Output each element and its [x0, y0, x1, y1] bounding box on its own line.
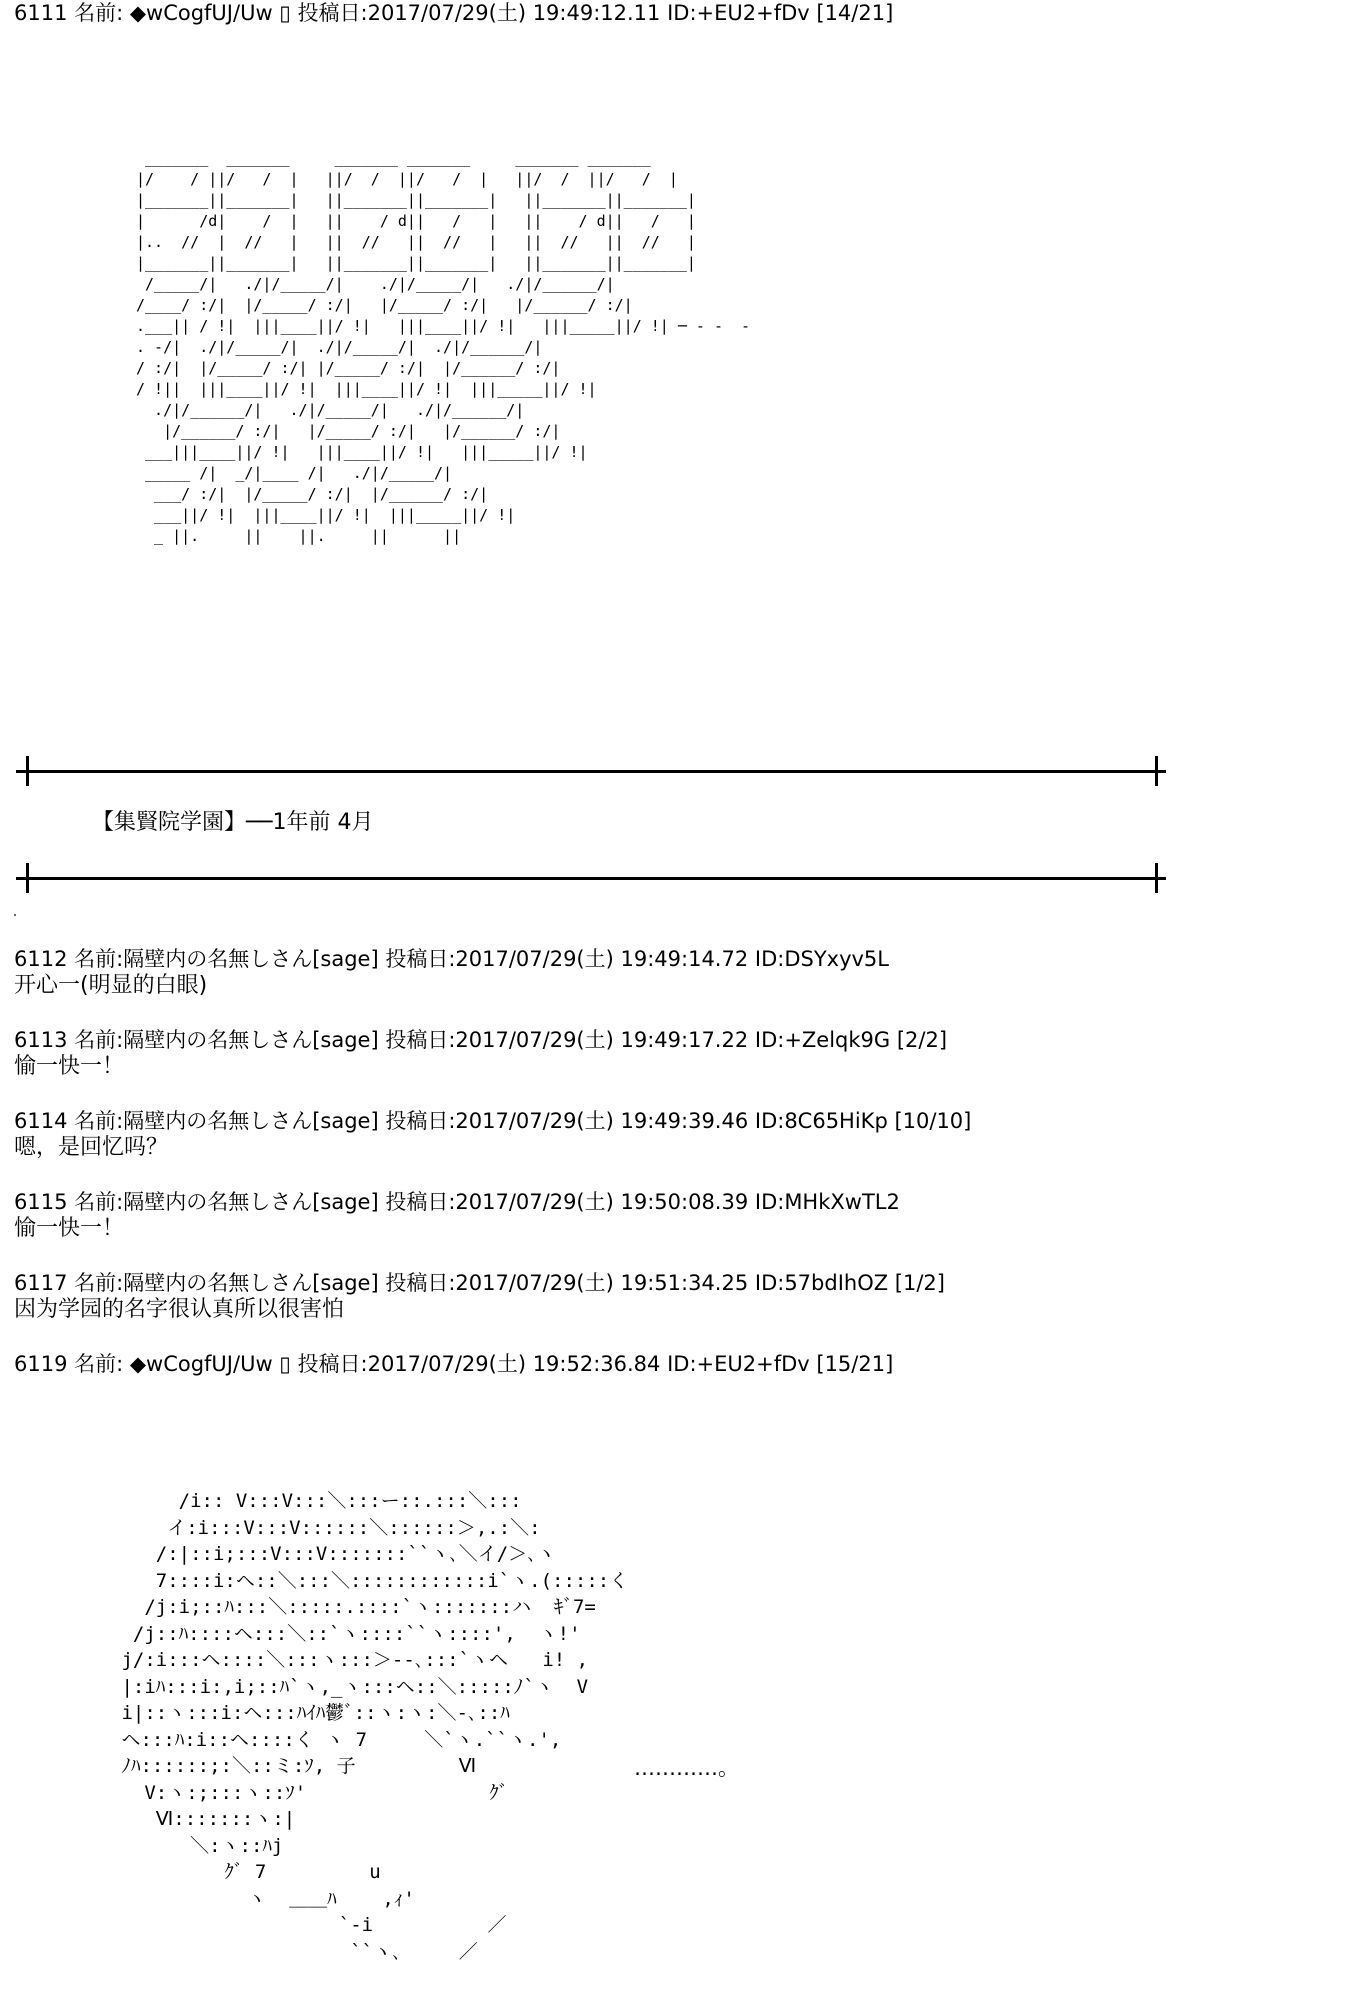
post-header-6111: 6111 名前: ◆wCogfUJ/Uw ▯ 投稿日:2017/07/29(土) 19:49:12.11 ID:+EU2+fDv [14/21]	[14, 1, 894, 25]
post-body-6113: 愉一快一！	[14, 1054, 125, 1079]
post-body-6117: 因为学园的名字很认真所以很害怕	[14, 1297, 345, 1322]
post-header-6115: 6115 名前:隔壁内の名無しさん[sage] 投稿日:2017/07/29(土) 19:50:08.39 ID:MHkXwTL2	[14, 1190, 900, 1214]
ascii-art-character-face: /i:: V:::V:::＼:::ー::.:::＼::: イ:i:::V:::V::::::＼::::::＞,.:＼: /:|::i;:::V:::V:::::::``ヽ､＼イ/＞､ヽ 7::::i:ヘ::＼:::＼::::::::::::i`ヽ.(:::::く /j:i;::ﾊ:::＼:::::.::::`ヽ:::::::ハ ｷﾞ7= /j::ﾊ::::ヘ:::＼::`ヽ::::``ヽ::::', ヽ!' j/:i:::ヘ::::＼:::ヽ:::＞--､:::`ヽヘ i! , |:iﾊ:::i:,i;::ﾊ`ヽ,_ヽ:::ヘ::＼:::::ﾉ`ヽ V i|::ヽ:::i:ヘ:::ﾊｲﾊ鬱ﾞ::ヽ:ヽ:＼-､::ﾊ ヘ:::ﾊ:i::ヘ::::く ヽ 7 ＼`ヽ.``ヽ.', ﾉﾊ::::::;:＼::ミ:ｿ, 子 Ⅵ V:ヽ:;:::ヽ::ｿ' ｸﾞ Ⅵ:::::::ヽ:| ＼:ヽ::ﾊj ｸﾞ 7 u ヽ ＿＿ﾊ ,ｨ' `-i ／ ``ヽ､ ／	[121, 1490, 629, 1963]
scene-divider-bottom	[16, 863, 1166, 893]
stray-dot	[14, 914, 16, 916]
scene-divider-top	[16, 756, 1166, 786]
post-body-6115: 愉一快一！	[14, 1216, 125, 1241]
post-header-6113: 6113 名前:隔壁内の名無しさん[sage] 投稿日:2017/07/29(土) 19:49:17.22 ID:+Zelqk9G [2/2]	[14, 1028, 948, 1052]
ellipsis-text: …………。	[634, 1756, 739, 1780]
post-header-6114: 6114 名前:隔壁内の名無しさん[sage] 投稿日:2017/07/29(土) 19:49:39.46 ID:8C65HiKp [10/10]	[14, 1109, 972, 1133]
post-header-6119: 6119 名前: ◆wCogfUJ/Uw ▯ 投稿日:2017/07/29(土) 19:52:36.84 ID:+EU2+fDv [15/21]	[14, 1352, 894, 1376]
post-body-6112: 开心一(明显的白眼)	[14, 973, 208, 998]
ascii-art-classroom: _______ _______ _______ _______ _______ _______ |/ / ||/ / | ||/ / ||/ / | ||/ / ||/ / | |_______||_______| ||_______||_______| ||_______||_______| | /d| / | || / d|| / | || / d|| / | |.. // | // | || // || // | || // || // | |_______||_______| ||_______||_______| ||_______||_______| /_____/| ./|/_____/| ./|/_____/| ./|/______/| /____/ :/| |/_____/ :/| |/_____/ :/| |/______/ :/| .___|| / !| |||____||/ !| |||____||/ !| |||_____||/ !| ─ - - - . -/| ./|/_____/| ./|/_____/| ./|/______/| / :/| |/_____/ :/| |/_____/ :/| |/______/ :/| / !|| |||____||/ !| |||____||/ !| |||_____||/ !| ./|/______/| ./|/_____/| ./|/______/| |/______/ :/| |/_____/ :/| |/______/ :/| ___|||____||/ !| |||____||/ !| |||_____||/ !| _____ /| _/|____ /| ./|/_____/| ___/ :/| |/_____/ :/| |/______/ :/| ___||/ !| |||____||/ !| |||_____||/ !| _ ||. || ||. || ||	[136, 149, 751, 545]
scene-caption: 【集賢院学園】──1年前 4月	[92, 810, 374, 835]
post-body-6114: 嗯，是回忆吗？	[14, 1135, 169, 1160]
post-header-6117: 6117 名前:隔壁内の名無しさん[sage] 投稿日:2017/07/29(土) 19:51:34.25 ID:57bdIhOZ [1/2]	[14, 1271, 945, 1295]
post-header-6112: 6112 名前:隔壁内の名無しさん[sage] 投稿日:2017/07/29(土) 19:49:14.72 ID:DSYxyv5L	[14, 947, 889, 971]
